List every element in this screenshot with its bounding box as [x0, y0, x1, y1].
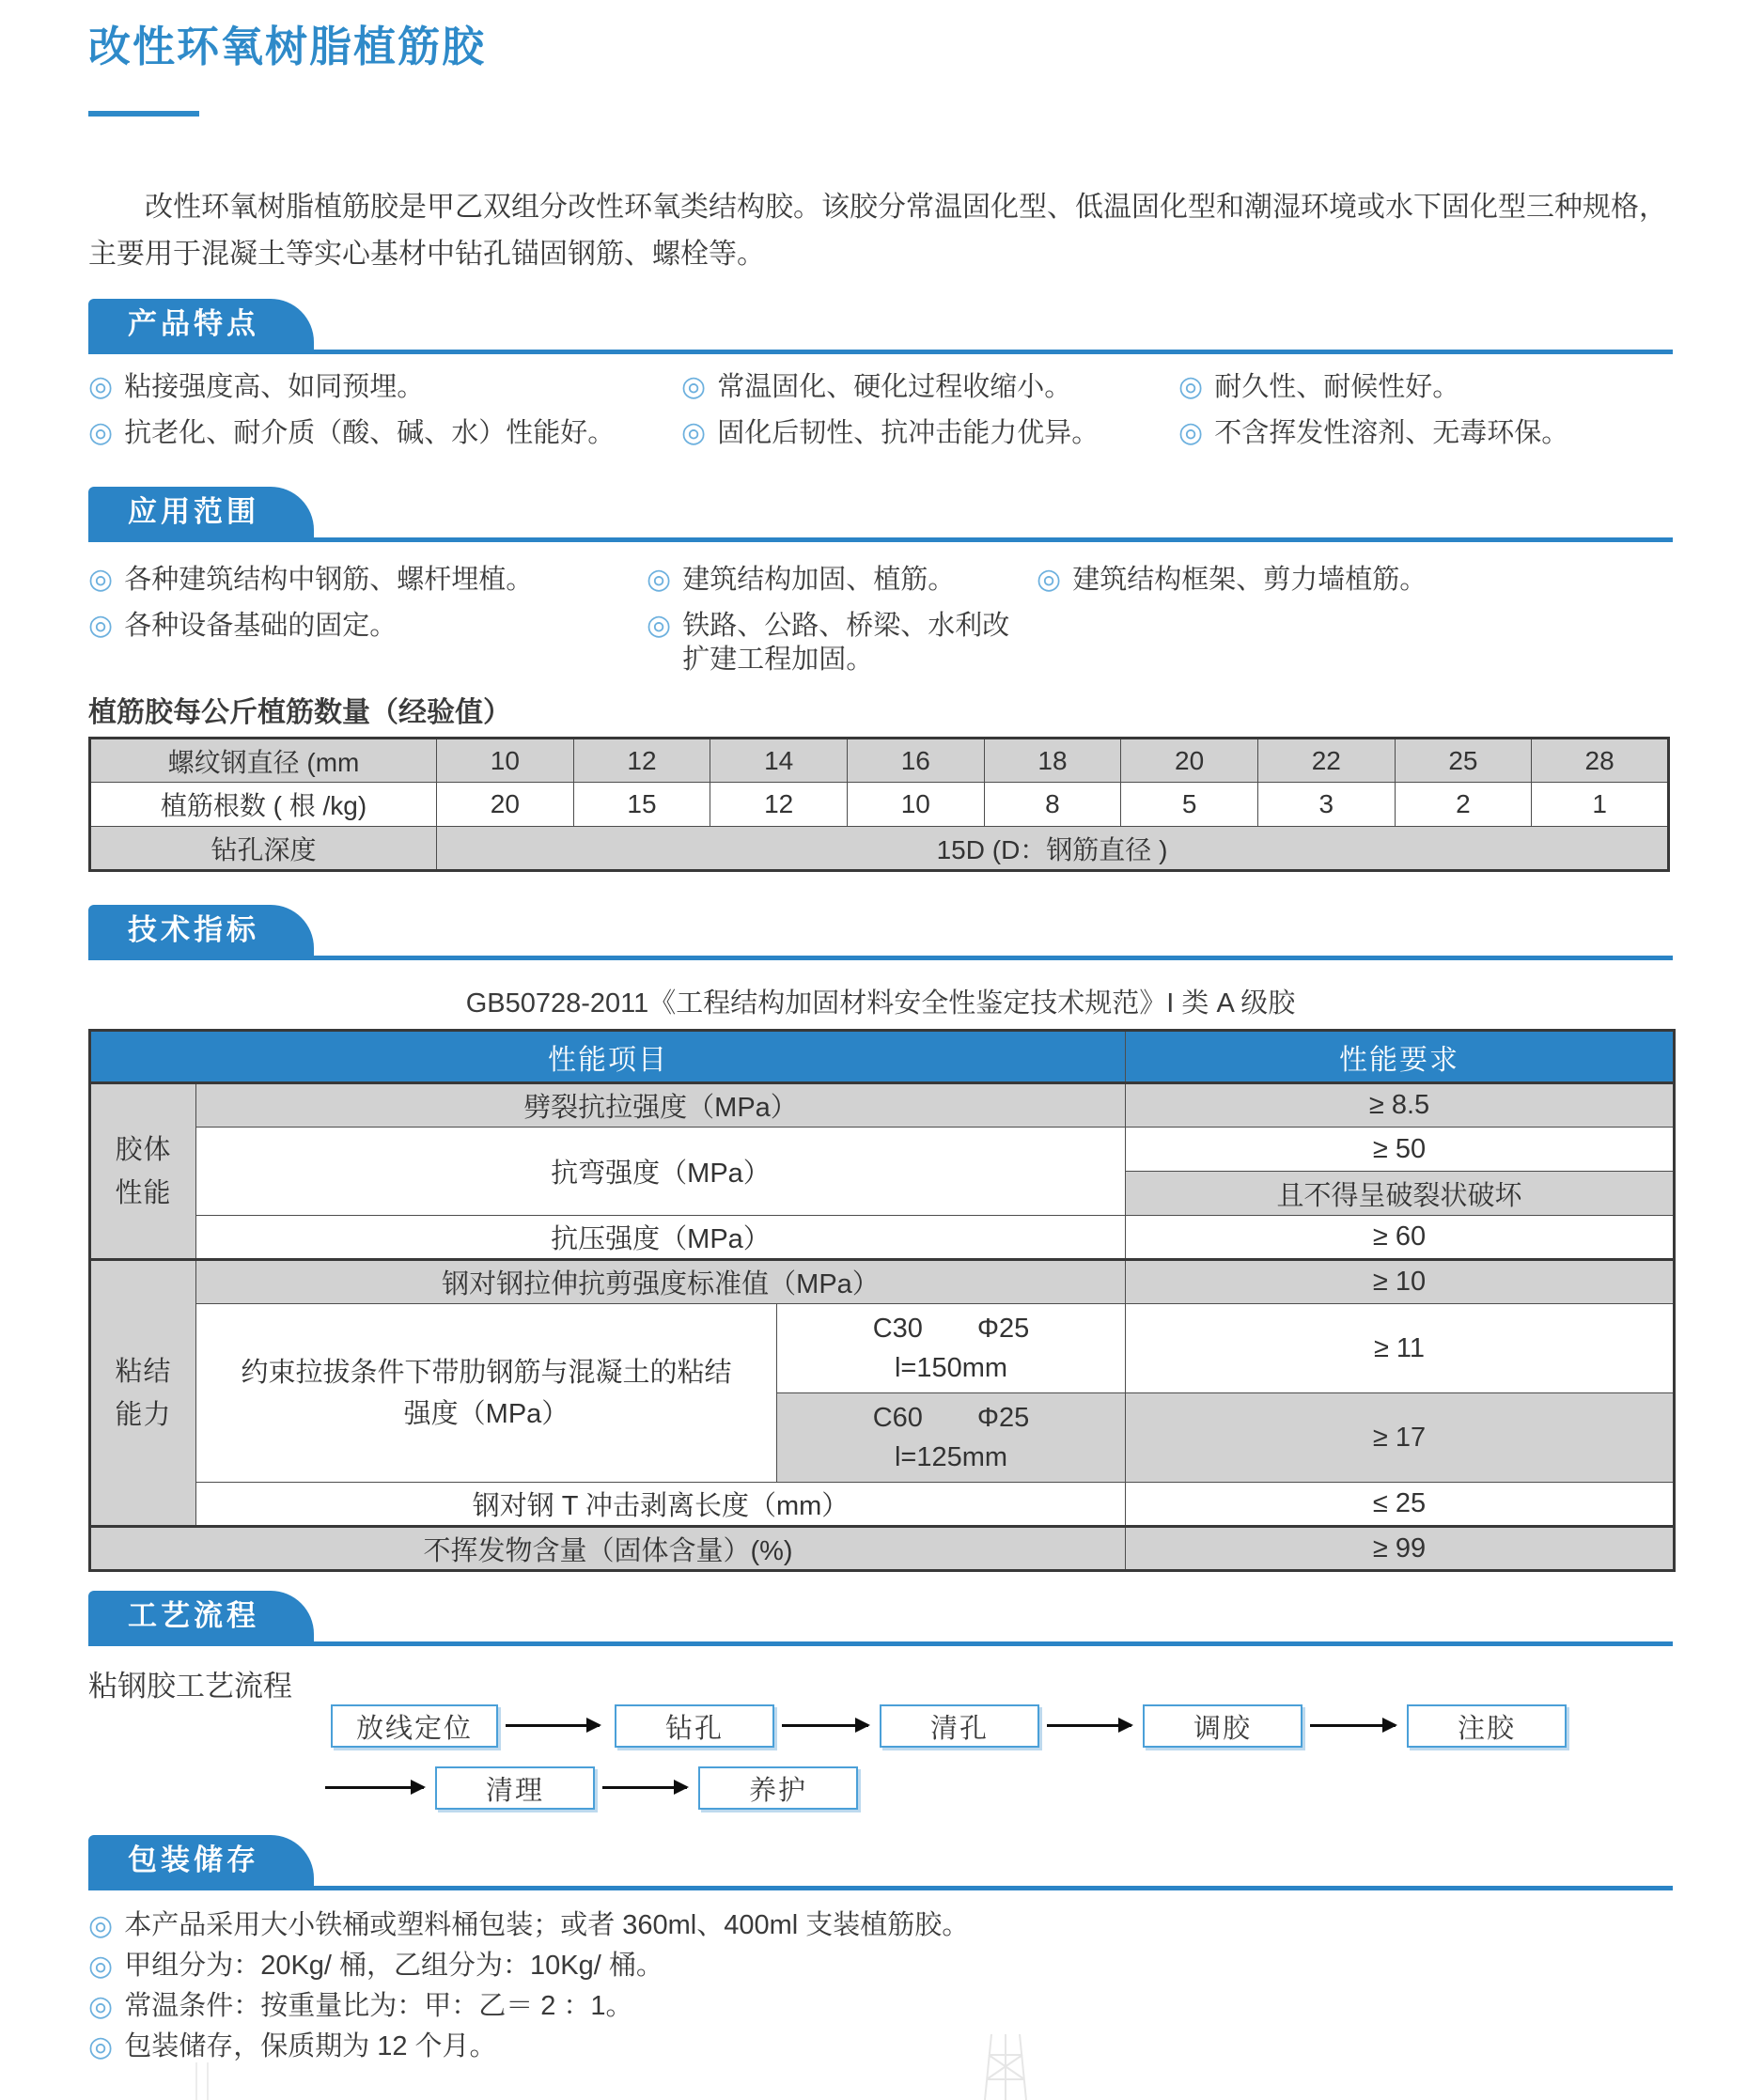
table-row: [90, 1128, 1675, 1172]
section-badge-features: 产品特点: [88, 299, 314, 350]
flow-step: 放线定位: [331, 1704, 498, 1748]
bullet-icon: ◎: [647, 564, 672, 595]
table-cell-group: 胶体性能: [90, 1083, 196, 1260]
section-heading-row-applications: [88, 487, 1673, 542]
table-cell-requirement: ≥ 17: [1126, 1393, 1675, 1483]
bullet-icon: ◎: [1178, 417, 1204, 448]
table-header-item: 性能项目: [90, 1031, 1126, 1083]
table-header-requirement: 性能要求: [1126, 1031, 1675, 1083]
section-badge-tech: 技术指标: [88, 905, 314, 956]
table-cell-property: 约束拉拔条件下带肋钢筋与混凝土的粘结强度（MPa）: [196, 1304, 777, 1483]
table-cell: 2: [1395, 783, 1532, 827]
packaging-list: [88, 1906, 1673, 2067]
condition-line2: l=125mm: [894, 1442, 1008, 1472]
bullet-icon: ◎: [681, 371, 707, 402]
flow-step: 清理: [435, 1766, 595, 1810]
process-flowchart: [88, 1704, 1673, 1817]
table-cell-condition: [777, 1393, 1126, 1483]
table-cell-requirement: 且不得呈破裂状破坏: [1126, 1172, 1675, 1216]
bullet-icon: ◎: [1037, 564, 1062, 595]
list-item: [1178, 416, 1673, 450]
table-cell-requirement: ≥ 8.5: [1126, 1083, 1675, 1128]
title-underline: [88, 111, 199, 117]
table-cell-property: 钢对钢拉伸抗剪强度标准值（MPa）: [196, 1260, 1126, 1304]
list-item: [1178, 370, 1673, 404]
section-heading-row-tech: [88, 905, 1673, 960]
bullet-icon: ◎: [88, 610, 114, 641]
list-item-text: 常温条件：按重量比为：甲：乙＝ 2 ：1。: [124, 1991, 633, 2021]
list-item: [647, 563, 1037, 597]
table-cell: 1: [1532, 783, 1669, 827]
table-cell: 16: [847, 739, 984, 783]
table-cell: 22: [1257, 739, 1395, 783]
table-cell: 18: [984, 739, 1121, 783]
condition-line1: C60 Φ25: [872, 1403, 1030, 1433]
list-item-empty: [1037, 609, 1673, 677]
bullet-icon: ◎: [88, 371, 114, 402]
table-cell: 12: [710, 783, 848, 827]
table-cell-requirement: ≥ 50: [1126, 1128, 1675, 1172]
section-badge-process: 工艺流程: [88, 1591, 314, 1641]
list-item-text: 粘接强度高、如同预埋。: [124, 372, 425, 402]
page-title: 改性环氧树脂植筋胶: [88, 23, 487, 70]
condition-line1: C30 Φ25: [872, 1314, 1030, 1344]
flow-arrow-icon: [1047, 1724, 1131, 1727]
list-item: [681, 370, 1178, 404]
bullet-icon: ◎: [88, 2031, 114, 2062]
flow-step: 调胶: [1143, 1704, 1302, 1748]
flow-step: 注胶: [1407, 1704, 1567, 1748]
table-cell-property: 抗压强度（MPa）: [196, 1216, 1126, 1260]
table-cell: 5: [1121, 783, 1258, 827]
section-heading-row-packaging: [88, 1835, 1673, 1890]
list-item-text: 抗老化、耐介质（酸、碱、水）性能好。: [124, 418, 616, 448]
list-item: [681, 416, 1178, 450]
table-cell: 8: [984, 783, 1121, 827]
table-cell-property: 不挥发物含量（固体含量）(%): [90, 1527, 1126, 1571]
bullet-icon: ◎: [88, 1951, 114, 1982]
flow-step: 钻孔: [615, 1704, 774, 1748]
table-row: [90, 1527, 1675, 1571]
table-cell: 28: [1532, 739, 1669, 783]
table-cell-requirement: ≥ 10: [1126, 1260, 1675, 1304]
bullet-icon: ◎: [88, 1910, 114, 1941]
flow-arrow-icon: [1310, 1724, 1396, 1727]
table-cell-property: 抗弯强度（MPa）: [196, 1128, 1126, 1216]
table-row: [90, 739, 1669, 783]
bullet-icon: ◎: [88, 564, 114, 595]
table-cell-requirement: ≥ 60: [1126, 1216, 1675, 1260]
dosage-table-title: 植筋胶每公斤植筋数量（经验值）: [88, 697, 511, 728]
intro-paragraph: 改性环氧树脂植筋胶是甲乙双组分改性环氧类结构胶。该胶分常温固化型、低温固化型和潮湿环境或水下固化型三种规格，主要用于混凝土等实心基材中钻孔锚固钢筋、螺栓等。: [88, 192, 1667, 270]
list-item: [88, 370, 681, 404]
table-cell: 10: [437, 739, 574, 783]
document-page: [0, 23, 1747, 2100]
list-item-text: 铁路、公路、桥梁、水利改扩建工程加固。: [682, 611, 1010, 675]
table-row: [90, 1260, 1675, 1304]
table-row: [90, 1483, 1675, 1527]
bullet-icon: ◎: [1178, 371, 1204, 402]
features-list: [88, 370, 1673, 450]
list-item-text: 包装储存，保质期为 12 个月。: [124, 2031, 497, 2061]
table-row: [90, 827, 1669, 871]
list-item-text: 各种设备基础的固定。: [124, 611, 398, 641]
table-cell-condition: [777, 1304, 1126, 1393]
bullet-icon: ◎: [88, 417, 114, 448]
table-row: [90, 1216, 1675, 1260]
section-heading-row-process: [88, 1591, 1673, 1646]
table-cell: 20: [437, 783, 574, 827]
list-item: [88, 1986, 1673, 2027]
tech-table: [88, 1029, 1676, 1572]
list-item-text: 各种建筑结构中钢筋、螺杆埋植。: [124, 565, 534, 595]
table-cell-requirement: ≥ 99: [1126, 1527, 1675, 1571]
flow-arrow-icon: [325, 1786, 424, 1789]
flow-arrow-icon: [782, 1724, 868, 1727]
list-item-text: 固化后韧性、抗冲击能力优异。: [717, 418, 1100, 448]
table-cell: 3: [1257, 783, 1395, 827]
condition-line2: l=150mm: [894, 1353, 1008, 1383]
table-cell: 25: [1395, 739, 1532, 783]
table-cell: 20: [1121, 739, 1258, 783]
bullet-icon: ◎: [681, 417, 707, 448]
document-content: [88, 23, 1673, 2067]
process-subtitle: 粘钢胶工艺流程: [88, 1670, 292, 1703]
list-item: [88, 609, 647, 677]
list-item: [88, 1946, 1673, 1986]
table-cell-label: 钻孔深度: [90, 827, 437, 871]
list-item: [88, 563, 647, 597]
table-cell: 15: [573, 783, 710, 827]
list-item-text: 常温固化、硬化过程收缩小。: [717, 372, 1072, 402]
section-badge-packaging: 包装储存: [88, 1835, 314, 1886]
flow-step: 养护: [698, 1766, 858, 1810]
table-cell-requirement: ≤ 25: [1126, 1483, 1675, 1527]
table-header-row: [90, 1031, 1675, 1083]
list-item-text: 本产品采用大小铁桶或塑料桶包装；或者 360ml、400ml 支装植筋胶。: [124, 1910, 970, 1940]
flow-step: 清孔: [880, 1704, 1039, 1748]
list-item: [647, 609, 1037, 677]
standard-note: GB50728-2011《工程结构加固材料安全性鉴定技术规范》I 类 A 级胶: [465, 988, 1296, 1019]
bullet-icon: ◎: [647, 610, 672, 641]
table-cell-property: 钢对钢 T 冲击剥离长度（mm）: [196, 1483, 1126, 1527]
flow-arrow-icon: [506, 1724, 600, 1727]
table-row: [90, 1083, 1675, 1128]
list-item: [88, 2027, 1673, 2067]
list-item-text: 建筑结构框架、剪力墙植筋。: [1072, 565, 1427, 595]
table-row: [90, 1304, 1675, 1393]
list-item-text: 耐久性、耐候性好。: [1214, 372, 1460, 402]
section-heading-row-features: [88, 299, 1673, 354]
dosage-table: [88, 737, 1670, 872]
table-cell: 12: [573, 739, 710, 783]
list-item: [88, 1906, 1673, 1946]
list-item-text: 建筑结构加固、植筋。: [682, 565, 956, 595]
table-cell-property: 劈裂抗拉强度（MPa）: [196, 1083, 1126, 1128]
section-badge-applications: 应用范围: [88, 487, 314, 537]
applications-list: [88, 563, 1673, 677]
table-cell: 10: [847, 783, 984, 827]
table-cell-requirement: ≥ 11: [1126, 1304, 1675, 1393]
flow-arrow-icon: [602, 1786, 687, 1789]
table-cell-merged: 15D (D：钢筋直径 ): [437, 827, 1669, 871]
list-item: [1037, 563, 1673, 597]
table-cell-group: 粘结能力: [90, 1260, 196, 1527]
table-cell: 14: [710, 739, 848, 783]
bullet-icon: ◎: [88, 1991, 114, 2022]
table-row: [90, 783, 1669, 827]
watermark-fragment: [195, 2062, 209, 2100]
list-item-text: 不含挥发性溶剂、无毒环保。: [1214, 418, 1569, 448]
list-item: [88, 416, 681, 450]
watermark-image: [949, 2034, 1062, 2100]
list-item-text: 甲组分为：20Kg/ 桶，乙组分为：10Kg/ 桶。: [124, 1951, 663, 1981]
table-cell-label: 螺纹钢直径 (mm: [90, 739, 437, 783]
table-cell-label: 植筋根数 ( 根 /kg): [90, 783, 437, 827]
